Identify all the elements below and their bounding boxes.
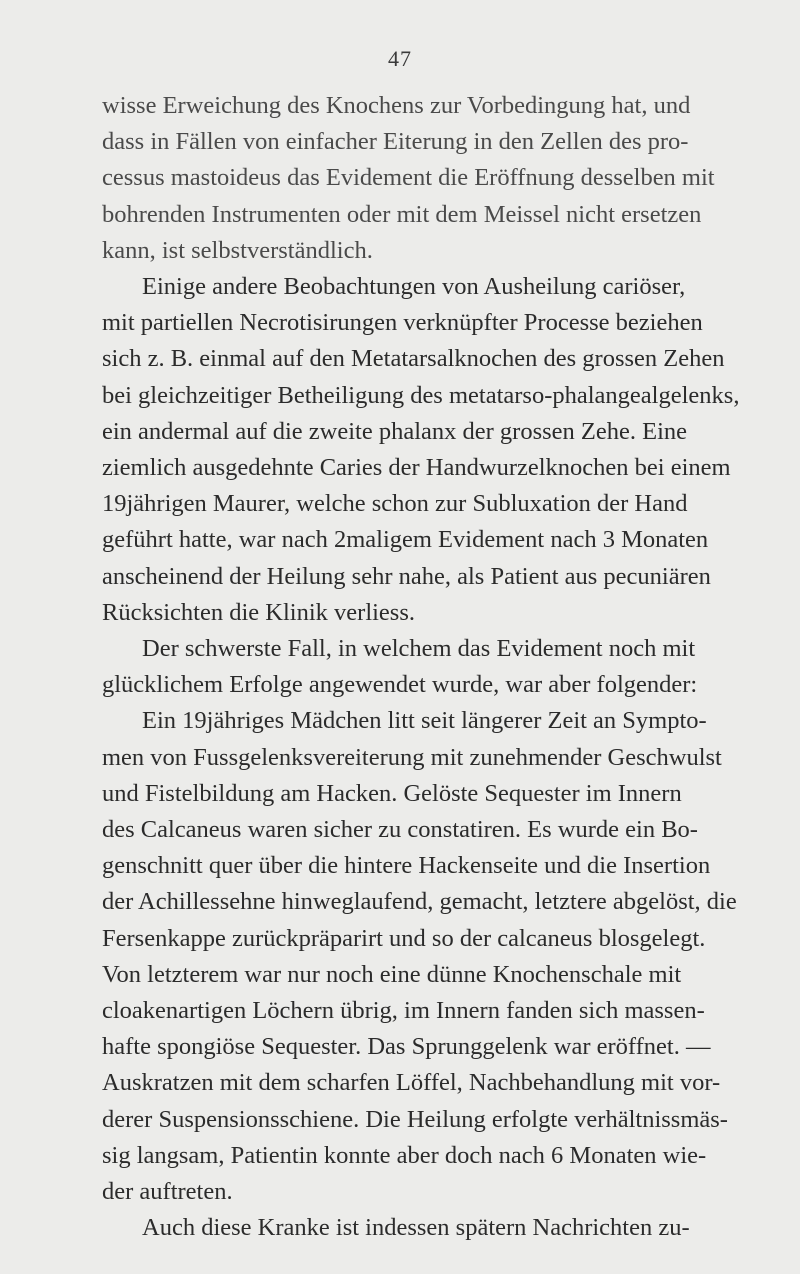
text-line: des Calcaneus waren sicher zu constatiren. Es wurde ein Bo- [102,816,698,844]
text-line: geführt hatte, war nach 2maligem Evidement nach 3 Monaten [102,526,709,554]
text-line: cessus mastoideus das Evidement die Eröffnung desselben mit [102,164,715,192]
text-line: sich z. B. einmal auf den Metatarsalknochen des grossen Zehen [102,345,725,373]
text-line: bei gleichzeitiger Betheiligung des metatarso-phalangealgelenks, [102,381,740,409]
paragraph-4 [102,703,768,1210]
text-line: ziemlich ausgedehnte Caries der Handwurzelknochen bei einem [102,454,731,482]
paragraph-1 [102,88,768,269]
text-line: hafte spongiöse Sequester. Das Sprunggelenk war eröffnet. — [102,1033,711,1061]
text-line: der auftreten. [102,1178,233,1206]
text-line: mit partiellen Necrotisirungen verknüpfter Processe beziehen [102,309,703,337]
text-line: wisse Erweichung des Knochens zur Vorbedingung hat, und [102,92,691,119]
text-line: Auch diese Kranke ist indessen spätern Nachrichten zu- [142,1214,690,1242]
text-line: Auskratzen mit dem scharfen Löffel, Nachbehandlung mit vor- [102,1069,721,1097]
text-line: anscheinend der Heilung sehr nahe, als Patient aus pecuniären [102,562,711,590]
text-line: Rücksichten die Klinik verliess. [102,598,415,626]
text-line: ein andermal auf die zweite phalanx der grossen Zehe. Eine [102,417,688,445]
page-number: 47 [388,46,412,71]
text-line: derer Suspensionsschiene. Die Heilung erfolgte verhältnissmäs- [102,1105,728,1133]
text-line: sig langsam, Patientin konnte aber doch nach 6 Monaten wie- [102,1141,707,1169]
text-line: bohrenden Instrumenten oder mit dem Meissel nicht ersetzen [102,200,702,228]
text-line: Ein 19jähriges Mädchen litt seit längerer Zeit an Sympto- [142,707,707,735]
paragraph-2 [102,269,768,631]
paragraph-5 [102,1210,768,1246]
text-line: cloakenartigen Löchern übrig, im Innern fanden sich massen- [102,997,705,1025]
text-line: kann, ist selbstverständlich. [102,236,373,264]
text-line: der Achillessehne hinweglaufend, gemacht, letztere abgelöst, die [102,888,737,916]
text-line: Einige andere Beobachtungen von Ausheilung cariöser, [142,273,686,301]
text-line: glücklichem Erfolge angewendet wurde, war aber folgender: [102,671,698,699]
body-text [102,88,768,1247]
text-line: genschnitt quer über die hintere Hackenseite und die Insertion [102,852,711,880]
text-line: Fersenkappe zurückpräparirt und so der calcaneus blosgelegt. [102,924,706,952]
text-line: Von letzterem war nur noch eine dünne Knochenschale mit [102,960,682,988]
text-line: men von Fussgelenksvereiterung mit zunehmender Geschwulst [102,743,722,771]
text-line: Der schwerste Fall, in welchem das Evidement noch mit [142,635,696,663]
text-line: 19jährigen Maurer, welche schon zur Subluxation der Hand [102,490,688,518]
text-line: dass in Fällen von einfacher Eiterung in den Zellen des pro- [102,128,689,156]
paragraph-3 [102,631,768,703]
text-line: und Fistelbildung am Hacken. Gelöste Sequester im Innern [102,779,682,807]
